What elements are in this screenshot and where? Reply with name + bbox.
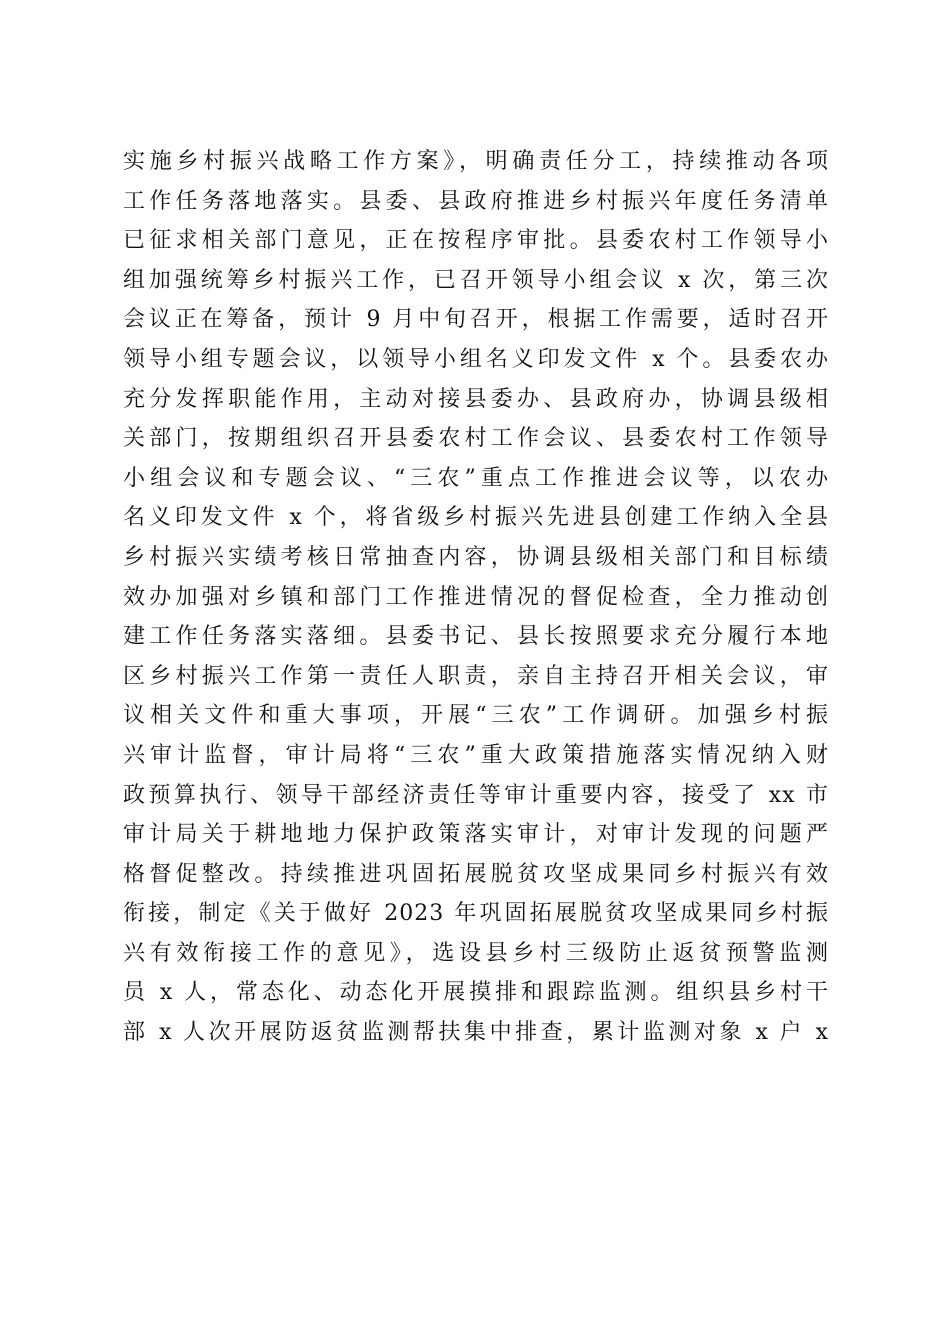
text-line-7: 充分发挥职能作用，主动对接县委办、县政府办，协调县级相 bbox=[123, 386, 829, 412]
text-line-17: 政预算执行、领导干部经济责任等审计重要内容，接受了 xx 市 bbox=[123, 782, 829, 808]
text-line-12: 效办加强对乡镇和部门工作推进情况的督促检查，全力推动创 bbox=[123, 584, 829, 610]
text-line-11: 乡村振兴实绩考核日常抽查内容，协调县级相关部门和目标绩 bbox=[123, 544, 829, 570]
text-line-19: 格督促整改。持续推进巩固拓展脱贫攻坚成果同乡村振兴有效 bbox=[123, 861, 829, 887]
text-line-1: 实施乡村振兴战略工作方案》，明确责任分工，持续推动各项 bbox=[123, 149, 829, 174]
text-line-16: 兴审计监督，审计局将“三农”重大政策措施落实情况纳入财 bbox=[123, 742, 829, 768]
text-line-23: 部 x 人次开展防返贫监测帮扶集中排查，累计监测对象 x 户 x bbox=[123, 1020, 829, 1046]
text-line-15: 议相关文件和重大事项，开展“三农”工作调研。加强乡村振 bbox=[123, 703, 829, 729]
text-line-21: 兴有效衔接工作的意见》，选设县乡村三级防止返贫预警监测 bbox=[123, 940, 829, 966]
text-line-13: 建工作任务落实落细。县委书记、县长按照要求充分履行本地 bbox=[123, 624, 829, 650]
text-line-20: 衔接，制定《关于做好 2023 年巩固拓展脱贫攻坚成果同乡村振 bbox=[123, 901, 829, 927]
text-line-8: 关部门，按期组织召开县委农村工作会议、县委农村工作领导 bbox=[123, 426, 829, 452]
text-line-18: 审计局关于耕地地力保护政策落实审计，对审计发现的问题严 bbox=[123, 822, 829, 848]
text-line-4: 组加强统筹乡村振兴工作，已召开领导小组会议 x 次，第三次 bbox=[123, 267, 829, 293]
text-line-9: 小组会议和专题会议、“三农”重点工作推进会议等，以农办 bbox=[123, 465, 829, 491]
text-line-22: 员 x 人，常态化、动态化开展摸排和跟踪监测。组织县乡村干 bbox=[123, 980, 829, 1006]
text-line-5: 会议正在筹备，预计 9 月中旬召开，根据工作需要，适时召开 bbox=[123, 307, 829, 333]
text-line-3: 已征求相关部门意见，正在按程序审批。县委农村工作领导小 bbox=[123, 228, 829, 254]
text-line-2: 工作任务落地落实。县委、县政府推进乡村振兴年度任务清单 bbox=[123, 188, 829, 214]
text-line-6: 领导小组专题会议，以领导小组名义印发文件 x 个。县委农办 bbox=[123, 346, 829, 372]
text-line-10: 名义印发文件 x 个，将省级乡村振兴先进县创建工作纳入全县 bbox=[123, 505, 829, 531]
body-text bbox=[123, 142, 829, 1053]
text-line-14: 区乡村振兴工作第一责任人职责，亲自主持召开相关会议，审 bbox=[123, 663, 829, 689]
